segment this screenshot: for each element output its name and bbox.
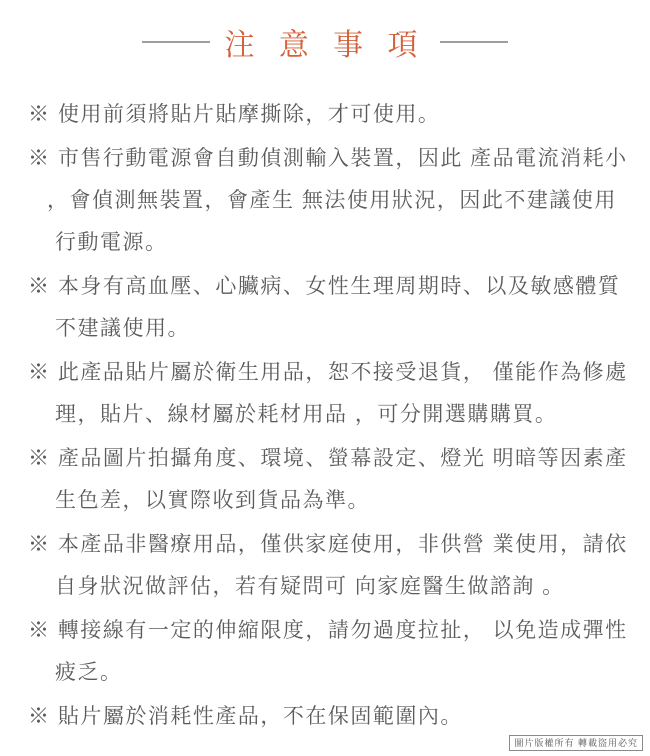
notice-line: 不建議使用。: [55, 317, 190, 340]
notice-line: ※ 轉接線有一定的伸縮限度，請勿過度拉扯， 以免造成彈性: [28, 619, 628, 642]
copyright-badge: 圖片版權所有 轉載盜用必究: [509, 735, 643, 751]
notice-line: ※ 本產品非醫療用品，僅供家庭使用，非供營 業使用，請依: [28, 533, 628, 556]
page-header: [0, 0, 650, 64]
notice-line: 理，貼片、線材屬於耗材用品 ，可分開選購購買。: [55, 403, 558, 426]
notice-item: [28, 94, 640, 136]
notice-item: [28, 266, 640, 350]
notice-line: ※ 此產品貼片屬於衛生用品，恕不接受退貨， 僅能作為修處: [28, 361, 628, 384]
notice-line: 疲乏。: [55, 661, 123, 684]
notice-item: [28, 438, 640, 522]
notice-item: [28, 138, 640, 264]
notice-line: 生色差，以實際收到貨品為準。: [55, 489, 370, 512]
notice-line: ※ 市售行動電源會自動偵測輸入裝置，因此 產品電流消耗小: [28, 147, 628, 170]
notice-item: [28, 610, 640, 694]
notice-item: [28, 696, 640, 738]
notice-item: [28, 352, 640, 436]
title-dash-left: [142, 41, 210, 43]
notice-line: 自身狀況做評估，若有疑問可 向家庭醫生做諮詢 。: [55, 575, 565, 598]
notice-line: ，會偵測無裝置，會產生 無法使用狀況，因此不建議使用: [47, 189, 617, 212]
notice-item: [28, 524, 640, 608]
notice-line: ※ 產品圖片拍攝角度、環境、螢幕設定、燈光 明暗等因素產: [28, 447, 628, 470]
notice-line: ※ 使用前須將貼片貼摩撕除，才可使用。: [28, 103, 441, 126]
notice-list: [0, 94, 650, 738]
notice-line: 行動電源。: [55, 231, 168, 254]
title-dash-right: [440, 41, 508, 43]
notice-line: ※ 貼片屬於消耗性產品，不在保固範圍內。: [28, 705, 463, 728]
page-title: 注 意 事 項: [224, 29, 426, 62]
notice-line: ※ 本身有高血壓、心臟病、女性生理周期時、以及敏感體質: [28, 275, 621, 298]
